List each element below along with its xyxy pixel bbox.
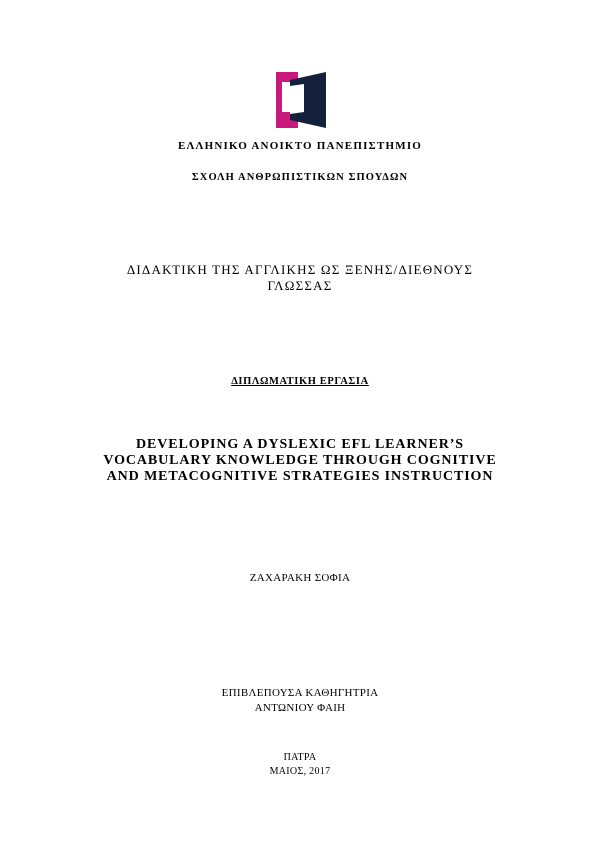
city: ΠΑΤΡΑ <box>283 752 317 763</box>
school-name: ΣΧΟΛΗ ΑΝΘΡΩΠΙΣΤΙΚΩΝ ΣΠΟΥΔΩΝ <box>191 172 409 183</box>
supervisor-name: ΑΝΤΩΝΙΟΥ ΦΑΙΗ <box>254 702 346 714</box>
thesis-title-line-2: VOCABULARY KNOWLEDGE THROUGH COGNITIVE <box>103 453 497 468</box>
thesis-title <box>0 437 600 485</box>
program-name <box>0 262 600 294</box>
thesis-title-line-3: AND METACOGNITIVE STRATEGIES INSTRUCTION <box>106 469 494 484</box>
program-name-line-1: ΔΙΔΑΚΤΙΚΗ ΤΗΣ ΑΓΓΛΙΚΗΣ ΩΣ ΞΕΝΗΣ/ΔΙΕΘΝΟΥΣ <box>126 262 474 277</box>
logo-white-fold <box>290 84 304 114</box>
thesis-title-line-1: DEVELOPING A DYSLEXIC EFL LEARNER’S <box>136 437 464 452</box>
university-name: ΕΛΛΗΝΙΚΟ ΑΝΟΙΚΤΟ ΠΑΝΕΠΙΣΤΗΜΙΟ <box>177 140 423 152</box>
program-name-line-2: ΓΛΩΣΣΑΣ <box>267 278 333 293</box>
thesis-label: ΔΙΠΛΩΜΑΤΙΚΗ ΕΡΓΑΣΙΑ <box>231 376 369 387</box>
supervisor-block <box>0 686 600 716</box>
place-date-block <box>0 751 600 779</box>
date: ΜΑΙΟΣ, 2017 <box>269 766 331 777</box>
author-name: ΖΑΧΑΡΑΚΗ ΣΟΦΙΑ <box>249 572 351 584</box>
supervisor-label: ΕΠΙΒΛΕΠΟΥΣΑ ΚΑΘΗΓΗΤΡΙΑ <box>221 687 379 699</box>
university-logo-icon <box>276 72 326 128</box>
